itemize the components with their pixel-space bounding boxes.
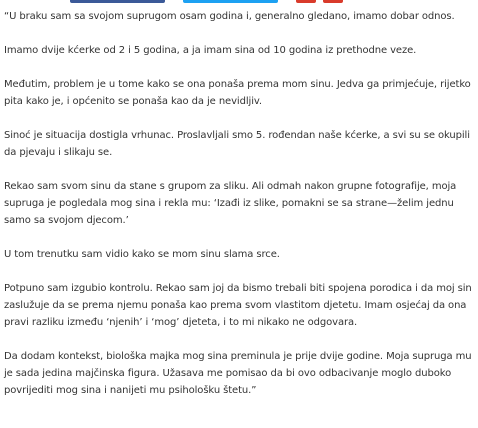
article-paragraph: U tom trenutku sam vidio kako se mom sinu slama srce. xyxy=(4,249,280,260)
article-paragraph: Da dodam kontekst, biološka majka mog sina preminula je prije dvije godine. Moja supruga mu je sada jedina majčinska figura. Užasava me pomisao da bi ovo odbacivanje moglo duboko povrijediti mog sina i nanijeti mu psihološku štetu.” xyxy=(4,351,472,396)
article-paragraph: Rekao sam svom sinu da stane s grupom za sliku. Ali odmah nakon grupne fotografije, moja supruga je pogledala mog sina i rekla mu: ‘Izađi iz slike, pomakni se sa strane—želim jednu samo sa svojom djecom.’ xyxy=(4,181,457,226)
article-body xyxy=(4,8,472,416)
article-paragraph: Imamo dvije kćerke od 2 i 5 godina, a ja imam sina od 10 godina iz prethodne veze. xyxy=(4,45,417,56)
share-bar xyxy=(0,0,478,4)
article-paragraph: Potpuno sam izgubio kontrolu. Rekao sam joj da bismo trebali biti spojena porodica i da moj sin zaslužuje da se prema njemu ponaša kao prema svom vlastitom djetetu. Imam osjećaj da ona pravi razliku između ‘njenih’ i ‘mog’ djeteta, i to mi nikako ne odgovara. xyxy=(4,283,472,328)
share-button-1[interactable] xyxy=(70,0,165,3)
article-paragraph: Međutim, problem je u tome kako se ona ponaša prema mom sinu. Jedva ga primjećuje, rijetko pita kako je, i općenito se ponaša kao da je nevidljiv. xyxy=(4,79,471,107)
share-button-2[interactable] xyxy=(183,0,278,3)
share-button-3[interactable] xyxy=(296,0,316,3)
share-button-4[interactable] xyxy=(323,0,343,3)
article-paragraph: “U braku sam sa svojom suprugom osam godina i, generalno gledano, imamo dobar odnos. xyxy=(4,11,455,22)
article-paragraph: Sinoć je situacija dostigla vrhunac. Proslavljali smo 5. rođendan naše kćerke, a svi su se okupili da pjevaju i slikaju se. xyxy=(4,130,470,158)
